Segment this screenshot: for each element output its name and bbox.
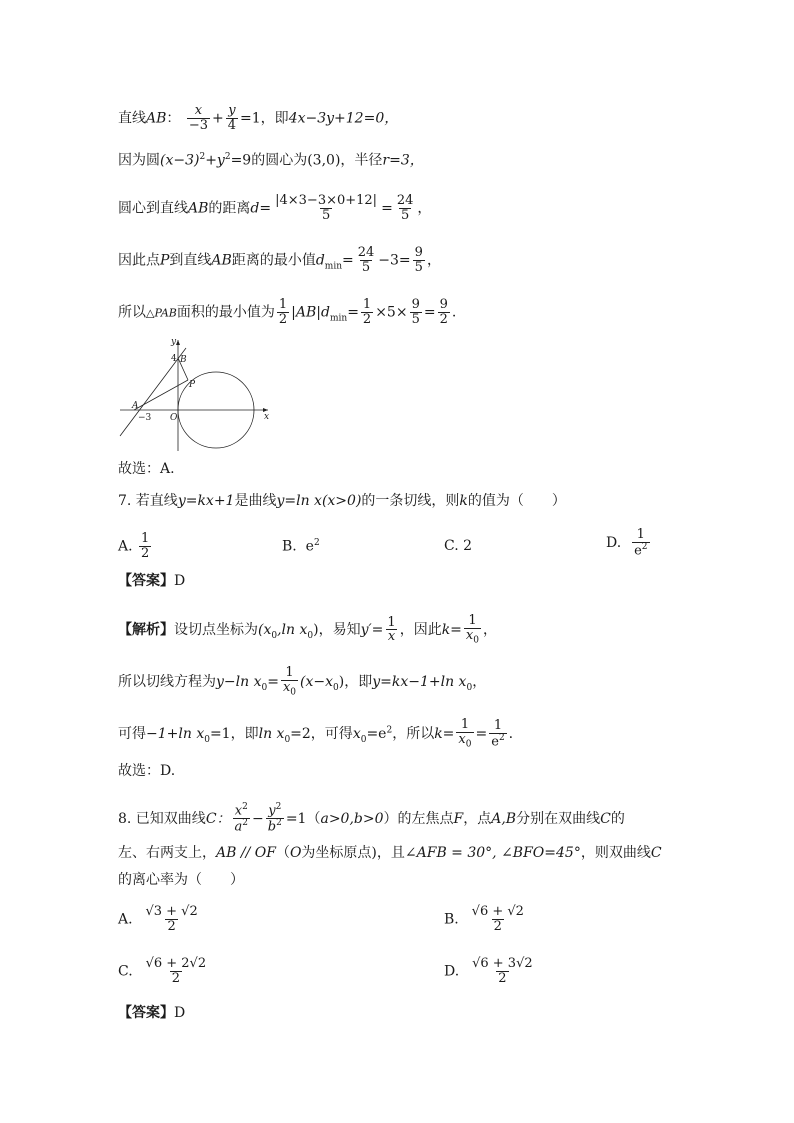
subscript: 0 xyxy=(466,682,473,693)
denominator xyxy=(456,732,473,750)
subscript: 0 xyxy=(307,630,314,641)
text: (x xyxy=(258,622,272,639)
text: 8. 已知双曲线 xyxy=(118,810,206,827)
text: △PAB xyxy=(146,306,177,320)
text: = xyxy=(381,200,393,217)
denominator: 5 xyxy=(414,259,423,275)
text: ，则双曲线 xyxy=(580,845,651,861)
question-8-line-3: 的离心率为（ ） xyxy=(118,872,244,888)
fraction xyxy=(470,905,526,934)
line-circle xyxy=(118,153,424,168)
question-8-line-2 xyxy=(118,846,662,860)
fraction xyxy=(410,298,422,327)
text: (3,0) xyxy=(307,152,341,169)
text: y−ln x xyxy=(216,674,262,691)
text: ln x xyxy=(258,726,285,743)
answer-7 xyxy=(118,574,185,588)
text: ， xyxy=(483,622,497,639)
text: 因为圆 xyxy=(118,152,160,169)
denominator xyxy=(266,818,284,835)
option-letter: A. xyxy=(118,911,133,928)
text: 圆心到直线 xyxy=(118,200,188,217)
text: r=3， xyxy=(382,152,424,169)
denominator xyxy=(632,542,649,559)
line-distance xyxy=(118,194,431,223)
text: =2，可得 xyxy=(290,726,353,743)
fraction xyxy=(233,803,251,835)
superscript: 2 xyxy=(199,152,206,162)
subscript: 0 xyxy=(204,734,210,745)
denominator: 2 xyxy=(278,311,288,327)
text: ,ln x xyxy=(277,622,308,639)
answer-tag: 【答案】 xyxy=(118,573,174,589)
fraction xyxy=(356,246,377,275)
text: e xyxy=(491,733,499,749)
text: 设切点坐标为 xyxy=(174,622,258,639)
label-a: A xyxy=(132,401,139,411)
subscript: 0 xyxy=(284,734,291,745)
label-p: P xyxy=(189,380,196,390)
text: +y xyxy=(205,152,225,169)
text: k xyxy=(459,493,468,509)
text: = xyxy=(423,304,436,321)
fraction xyxy=(143,905,199,934)
text: F xyxy=(453,810,464,827)
text: 是曲线 xyxy=(234,493,277,509)
text: = xyxy=(267,674,279,691)
answer-value: D xyxy=(174,1005,186,1021)
text: − xyxy=(252,810,264,827)
solution-line-1 xyxy=(118,614,497,646)
q8-option-a xyxy=(118,905,202,934)
text: (x>0) xyxy=(321,493,362,509)
text: 分别在双曲线 xyxy=(516,810,601,827)
numerator: 1 xyxy=(468,613,477,628)
numerator: 1 xyxy=(285,665,294,680)
numerator xyxy=(233,803,250,818)
subscript: 0 xyxy=(360,734,367,745)
solution-line-3 xyxy=(118,718,513,750)
denominator: 2 xyxy=(439,311,448,327)
subscript: 0 xyxy=(473,635,479,646)
fraction xyxy=(226,104,238,133)
text: y=ln x xyxy=(276,493,322,509)
denominator: 4 xyxy=(227,117,237,133)
text: 为坐标原点)，且 xyxy=(301,845,405,861)
numerator: 1 xyxy=(362,297,372,312)
text: 的 xyxy=(610,810,625,827)
numerator: 1 xyxy=(278,297,288,312)
text: (x−x xyxy=(300,674,334,691)
text: AB xyxy=(211,252,232,269)
text: ，所以 xyxy=(392,726,435,743)
text: d= xyxy=(250,200,272,217)
text: )，易知 xyxy=(313,622,361,639)
text: a xyxy=(234,819,243,835)
denominator: 5 xyxy=(411,311,420,327)
q7-option-a xyxy=(118,532,153,561)
subscript: min xyxy=(329,313,348,324)
text: −3= xyxy=(378,252,411,269)
option-letter: A. xyxy=(118,538,133,555)
text: ∠AFB = 30°, ∠BFO=45° xyxy=(404,845,581,861)
fraction xyxy=(281,666,298,698)
text: ： xyxy=(166,110,181,127)
numerator: 1 xyxy=(493,717,503,733)
text: 距离的最小值 xyxy=(231,252,316,269)
numerator: 9 xyxy=(411,297,420,312)
numerator: 1 xyxy=(387,614,396,630)
label-4: 4 xyxy=(171,354,177,364)
text: k= xyxy=(434,726,455,743)
q8-option-d xyxy=(444,957,537,986)
numerator: 24 xyxy=(357,245,375,260)
segment-ap xyxy=(134,380,188,410)
text: AB // OF xyxy=(216,845,276,861)
text: （ xyxy=(275,845,290,861)
text: 的一条切线，则 xyxy=(361,493,460,509)
text: 的圆心为 xyxy=(251,152,308,169)
text: 面积的最小值为 xyxy=(176,304,275,321)
line-ab-equation xyxy=(118,104,398,133)
label-o: O xyxy=(170,413,178,423)
numerator: √3 + √2 xyxy=(145,904,198,919)
text: ， xyxy=(417,200,432,217)
solution-tag: 【解析】 xyxy=(118,622,174,639)
label-neg3: −3 xyxy=(138,413,152,423)
numerator: 9 xyxy=(439,297,448,312)
text: y′= xyxy=(360,622,384,639)
text: x xyxy=(234,803,243,819)
denominator: 2 xyxy=(141,545,150,561)
q7-option-b xyxy=(282,538,320,555)
question-7 xyxy=(118,494,566,508)
answer-tag: 【答案】 xyxy=(118,1005,174,1021)
denominator: 5 xyxy=(400,207,410,223)
text: C xyxy=(650,845,662,861)
denominator: 5 xyxy=(321,207,331,223)
answer-8 xyxy=(118,1006,185,1020)
text: = xyxy=(347,304,359,321)
text: y=kx−1+ln x xyxy=(372,674,467,691)
text: O xyxy=(289,845,302,861)
text: 所以 xyxy=(118,304,146,321)
numerator: 9 xyxy=(414,245,423,260)
denominator xyxy=(281,680,298,698)
fraction xyxy=(385,616,397,645)
numerator: √6 + √2 xyxy=(471,904,524,919)
text: x xyxy=(352,726,361,743)
text: = xyxy=(475,726,488,743)
solution-line-2 xyxy=(118,666,486,698)
superscript: 2 xyxy=(641,541,648,552)
denominator: 5 xyxy=(361,259,371,275)
superscript: 2 xyxy=(242,817,249,828)
text: C xyxy=(600,810,611,827)
text: ×5× xyxy=(375,304,408,321)
fraction xyxy=(266,803,284,835)
q7-option-d xyxy=(606,528,652,558)
text: =9 xyxy=(230,152,252,169)
fraction xyxy=(144,957,209,986)
text: =1，即 xyxy=(240,110,289,127)
text: 4x−3y+12=0， xyxy=(288,110,399,127)
line-min-area xyxy=(118,298,456,327)
numerator: 1 xyxy=(460,717,470,732)
y-axis-arrow-icon xyxy=(176,340,180,345)
option-letter: B. xyxy=(444,911,459,928)
answer-choice-2: 故选：D. xyxy=(118,763,176,779)
text: AB xyxy=(188,200,209,217)
numerator: √6 + 3√2 xyxy=(472,956,533,971)
text: 7. 若直线 xyxy=(118,493,178,509)
subscript: 0 xyxy=(465,739,472,750)
text: y=kx+1 xyxy=(177,493,235,509)
denominator xyxy=(464,628,481,646)
denominator: x xyxy=(387,629,396,645)
numerator: 1 xyxy=(636,527,645,542)
numerator: x xyxy=(194,103,203,118)
fraction xyxy=(139,532,151,561)
text: b xyxy=(267,819,277,835)
text: ，半径 xyxy=(340,152,383,169)
text: y xyxy=(268,803,276,819)
text: AB xyxy=(146,110,167,127)
text: 到直线 xyxy=(169,252,212,269)
line-min-distance xyxy=(118,246,441,275)
denominator: 2 xyxy=(493,918,502,934)
text: =1（ xyxy=(285,810,321,827)
fraction xyxy=(187,104,210,133)
fraction xyxy=(470,957,535,986)
option-letter: D. xyxy=(444,963,460,980)
text: 直线 xyxy=(118,110,146,127)
text: ， xyxy=(426,252,441,269)
q8-option-b xyxy=(444,905,528,934)
text: ，点 xyxy=(463,810,492,827)
fraction xyxy=(632,528,649,558)
fraction xyxy=(395,194,416,223)
text: 因此点 xyxy=(118,252,160,269)
fraction xyxy=(277,298,289,327)
text: 可得 xyxy=(118,726,146,743)
numerator: y xyxy=(228,103,236,118)
numerator xyxy=(266,803,283,818)
text: (x−3) xyxy=(160,152,200,169)
text: C： xyxy=(205,810,231,827)
question-8-line-1 xyxy=(118,803,625,835)
text: e xyxy=(305,538,314,555)
superscript: 2 xyxy=(275,802,282,812)
fraction xyxy=(413,246,425,275)
fraction xyxy=(464,614,481,646)
label-y: y xyxy=(171,337,177,347)
denominator: −3 xyxy=(188,117,209,133)
fraction xyxy=(361,298,373,327)
label-x: x xyxy=(264,412,270,422)
text: = xyxy=(342,252,354,269)
fraction xyxy=(456,718,473,750)
answer-choice-1: 故选：A. xyxy=(118,461,175,477)
denominator: 2 xyxy=(167,918,176,934)
subscript: 0 xyxy=(333,682,339,693)
text: )，即 xyxy=(338,674,373,691)
superscript: 2 xyxy=(276,817,282,828)
text: e xyxy=(634,542,642,558)
text: A,B xyxy=(491,810,517,827)
superscript: 2 xyxy=(224,152,231,162)
numerator: |4×3−3×0+12| xyxy=(275,193,378,208)
text: 左、右两支上， xyxy=(118,845,216,861)
superscript: 2 xyxy=(386,725,393,736)
text: P xyxy=(160,252,170,269)
fraction xyxy=(438,298,450,327)
option-letter: B. xyxy=(282,538,297,555)
answer-value: D xyxy=(174,573,186,589)
text: 的距离 xyxy=(208,200,251,217)
text: −1+ln x xyxy=(146,726,205,743)
q8-option-c xyxy=(118,957,210,986)
denominator: 2 xyxy=(171,970,180,986)
text: =e xyxy=(366,726,387,743)
numerator: 24 xyxy=(396,193,414,208)
q7-option-c: C. 2 xyxy=(444,538,473,554)
text: k= xyxy=(441,622,462,639)
text: . xyxy=(451,304,457,321)
fraction xyxy=(489,719,506,749)
text: x xyxy=(458,731,466,747)
text: ， xyxy=(472,674,487,691)
subscript: 0 xyxy=(271,630,278,641)
denominator: 2 xyxy=(498,970,507,986)
text: a>0,b>0 xyxy=(320,810,384,827)
text: x xyxy=(282,679,291,695)
text: d xyxy=(315,252,325,269)
superscript: 2 xyxy=(498,732,505,743)
text: ，因此 xyxy=(399,622,442,639)
text: |AB|d xyxy=(291,304,330,321)
numerator: 1 xyxy=(141,531,150,546)
subscript: min xyxy=(324,261,343,272)
subscript: 0 xyxy=(261,682,268,693)
text: 的值为（ ） xyxy=(467,493,566,509)
text: ）的左焦点 xyxy=(383,810,454,827)
denominator xyxy=(489,733,506,750)
geometry-figure xyxy=(118,336,278,454)
option-letter: C. xyxy=(118,963,133,980)
numerator: √6 + 2√2 xyxy=(145,956,207,971)
label-b: B xyxy=(180,355,187,365)
fraction xyxy=(273,194,379,223)
superscript: 2 xyxy=(313,538,320,548)
text: x xyxy=(465,627,474,643)
denominator: 2 xyxy=(362,311,372,327)
text: =1，即 xyxy=(209,726,259,743)
subscript: 0 xyxy=(290,687,297,698)
text: 所以切线方程为 xyxy=(118,674,216,691)
option-letter: D. xyxy=(606,535,622,552)
superscript: 2 xyxy=(242,802,248,812)
text: . xyxy=(508,726,514,743)
text: + xyxy=(212,110,224,127)
denominator xyxy=(233,818,251,835)
